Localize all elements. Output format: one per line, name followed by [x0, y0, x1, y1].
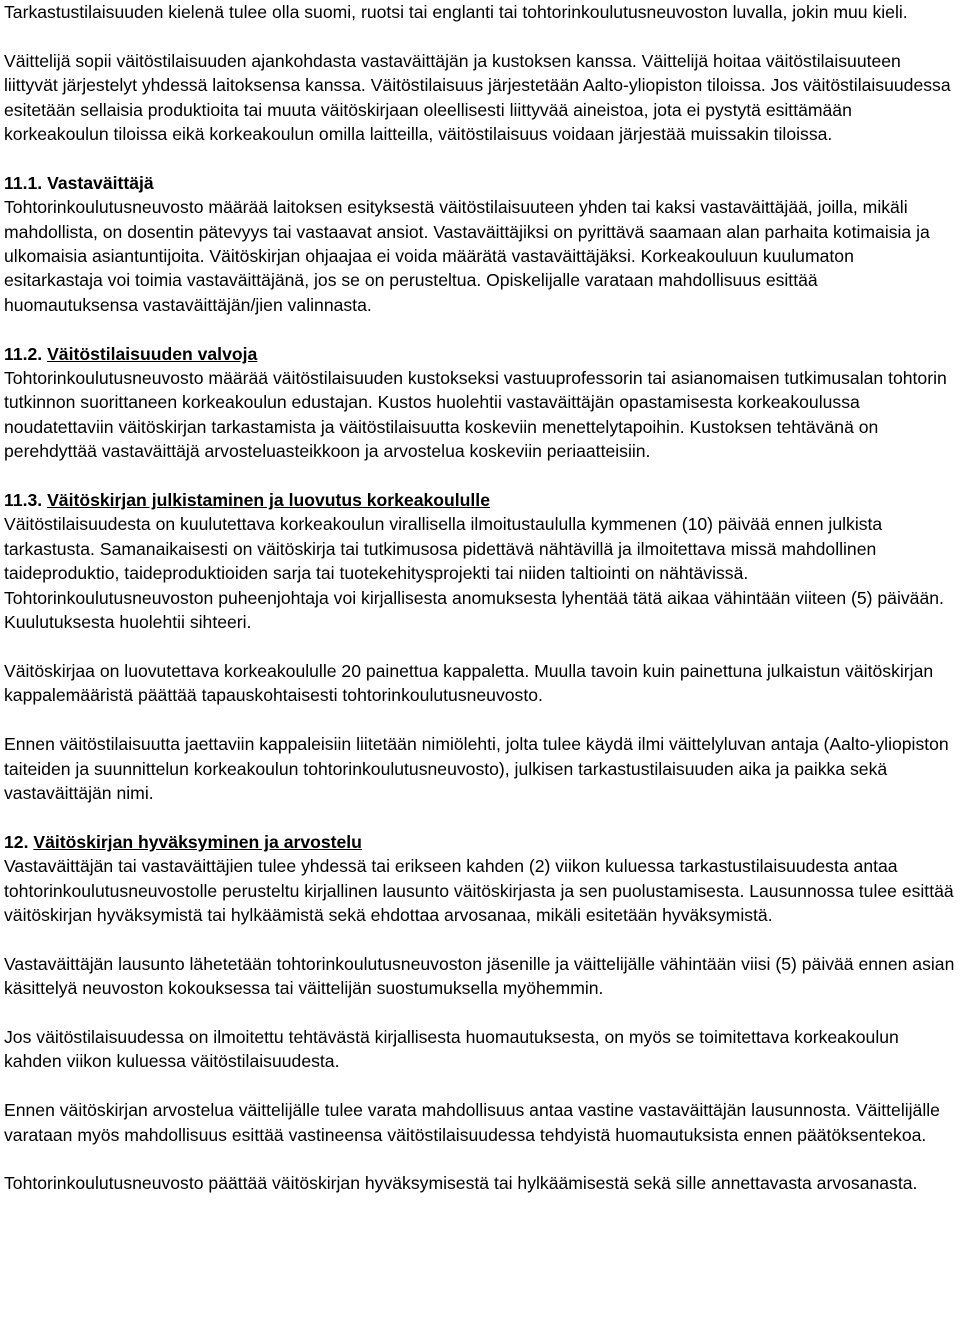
section-number: 11.2.: [4, 343, 43, 364]
section-title: Vastaväittäjä: [47, 172, 154, 193]
section-heading-11-1: [4, 171, 956, 195]
section-11-2: [4, 342, 956, 464]
intro-paragraph-language: Tarkastustilaisuuden kielenä tulee olla suomi, ruotsi tai englanti tai tohtorinkoulutusneuvoston luvalla, jokin muu kieli.: [4, 2, 908, 22]
section-heading-12: [4, 830, 956, 854]
intro-paragraph-arrangements: Väittelijä sopii väitöstilaisuuden ajankohdasta vastaväittäjän ja kustoksen kanssa. Väittelijä hoitaa väitöstilaisuuteen liittyvät järjestelyt yhdessä laitoksensa kanssa. Väitöstilaisuus järjestetään Aalto-yliopiston tiloissa. Jos väitöstilaisuudessa esitetään sellaisia produktioita tai muuta väitöskirjaan oleellisesti liittyvää aineistoa, jota ei pystytä esittämään korkeakoulun tiloissa eikä korkeakoulun omilla laitteilla, väitöstilaisuus voidaan järjestää muissakin tiloissa.: [4, 50, 951, 145]
section-paragraph: Ennen väitöstilaisuutta jaettaviin kappaleisiin liitetään nimiölehti, jolta tulee käydä ilmi väittelyluvan antaja (Aalto-yliopiston taiteiden ja suunnittelun korkeakoulun tohtorinkoulutusneuvosto), julkisen tarkastustilaisuuden aika ja paikka sekä vastaväittäjän nimi.: [4, 734, 949, 803]
section-12: [4, 830, 956, 1196]
section-number: 11.1.: [4, 172, 43, 193]
section-heading-11-2: [4, 342, 956, 366]
section-title: Väitöskirjan hyväksyminen ja arvostelu: [33, 831, 362, 852]
section-paragraph: Tohtorinkoulutusneuvosto päättää väitöskirjan hyväksymisestä tai hylkäämisestä sekä sille annettavasta arvosanasta.: [4, 1173, 918, 1194]
section-body: Väitöstilaisuudesta on kuulutettava korkeakoulun virallisella ilmoitustaululla kymmenen (10) päivää ennen julkista tarkastusta. Samanaikaisesti on väitöskirja tai tutkimusosa pidettävä nähtävillä ja ilmoitettava missä mahdollinen taideproduktio, taideproduktioiden sarja tai tuotekehitysprojekti tai niiden taltiointi on nähtävissä. Tohtorinkoulutusneuvoston puheenjohtaja voi kirjallisesta anomuksesta lyhentää tätä aikaa vähintään viiteen (5) päivään. Kuulutuksesta huolehtii sihteeri.: [4, 514, 944, 633]
section-11-3: [4, 488, 956, 805]
section-title: Väitöstilaisuuden valvoja: [47, 343, 258, 364]
section-heading-11-3: [4, 488, 956, 512]
section-number: 11.3.: [4, 490, 43, 511]
section-title: Väitöskirjan julkistaminen ja luovutus korkeakoululle: [47, 490, 490, 511]
section-body: Vastaväittäjän tai vastaväittäjien tulee yhdessä tai erikseen kahden (2) viikon kuluessa tarkastustilaisuudesta antaa tohtorinkoulutusneuvostolle perusteltu kirjallinen lausunto väitöskirjasta ja sen puolustamisesta. Lausunnossa tulee esittää väitöskirjan hyväksymistä tai hylkäämistä sekä ehdottaa arvosanaa, mikäli esitetään hyväksymistä.: [4, 856, 954, 925]
section-11-1: [4, 171, 956, 317]
section-paragraph: Jos väitöstilaisuudessa on ilmoitettu tehtävästä kirjallisesta huomautuksesta, on myös se toimitettava korkeakoulun kahden viikon kuluessa väitöstilaisuudesta.: [4, 1026, 899, 1072]
section-number: 12.: [4, 831, 29, 852]
section-body: Tohtorinkoulutusneuvosto määrää väitöstilaisuuden kustokseksi vastuuprofessorin tai asianomaisen tutkimusalan tohtorin tutkinnon suorittaneen korkeakoulun edustajan. Kustos huolehtii vastaväittäjän opastamisesta korkeakoulussa noudatettaviin väitöskirjan tarkastamista ja väitöstilaisuutta koskeviin menettelytapoihin. Kustoksen tehtävänä on perehdyttää vastaväittäjä arvosteluasteikkoon ja arvostelua koskeviin periaatteisiin.: [4, 368, 947, 462]
section-paragraph: Väitöskirjaa on luovutettava korkeakoululle 20 painettua kappaletta. Muulla tavoin kuin painettuna julkaistun väitöskirjan kappalemääristä päättää tapauskohtaisesti tohtorinkoulutusneuvosto.: [4, 660, 934, 706]
section-body: Tohtorinkoulutusneuvosto määrää laitoksen esityksestä väitöstilaisuuteen yhden tai kaksi vastaväittäjää, joilla, mikäli mahdollista, on dosentin pätevyys tai vastaavat ansiot. Vastaväittäjiksi on pyrittävä saamaan alan parhaita kotimaisia ja ulkomaisia asiantuntijoita. Väitöskirjan ohjaajaa ei voida määrätä vastaväittäjäksi. Korkeakouluun kuulumaton esitarkastaja voi toimia vastaväittäjänä, jos se on perusteltua. Opiskelijalle varataan mahdollisuus esittää huomautuksensa vastaväittäjän/jien valinnasta.: [4, 197, 930, 315]
section-paragraph: Ennen väitöskirjan arvostelua väittelijälle tulee varata mahdollisuus antaa vastine vastaväittäjän lausunnosta. Väittelijälle varataan myös mahdollisuus esittää vastineensa väitöstilaisuudessa tehdyistä huomautuksista ennen päätöksentekoa.: [4, 1100, 940, 1145]
section-paragraph: Vastaväittäjän lausunto lähetetään tohtorinkoulutusneuvoston jäsenille ja väittelijälle vähintään viisi (5) päivää ennen asian käsittelyä neuvoston kokouksessa tai väittelijän suostumuksella myöhemmin.: [4, 953, 955, 999]
